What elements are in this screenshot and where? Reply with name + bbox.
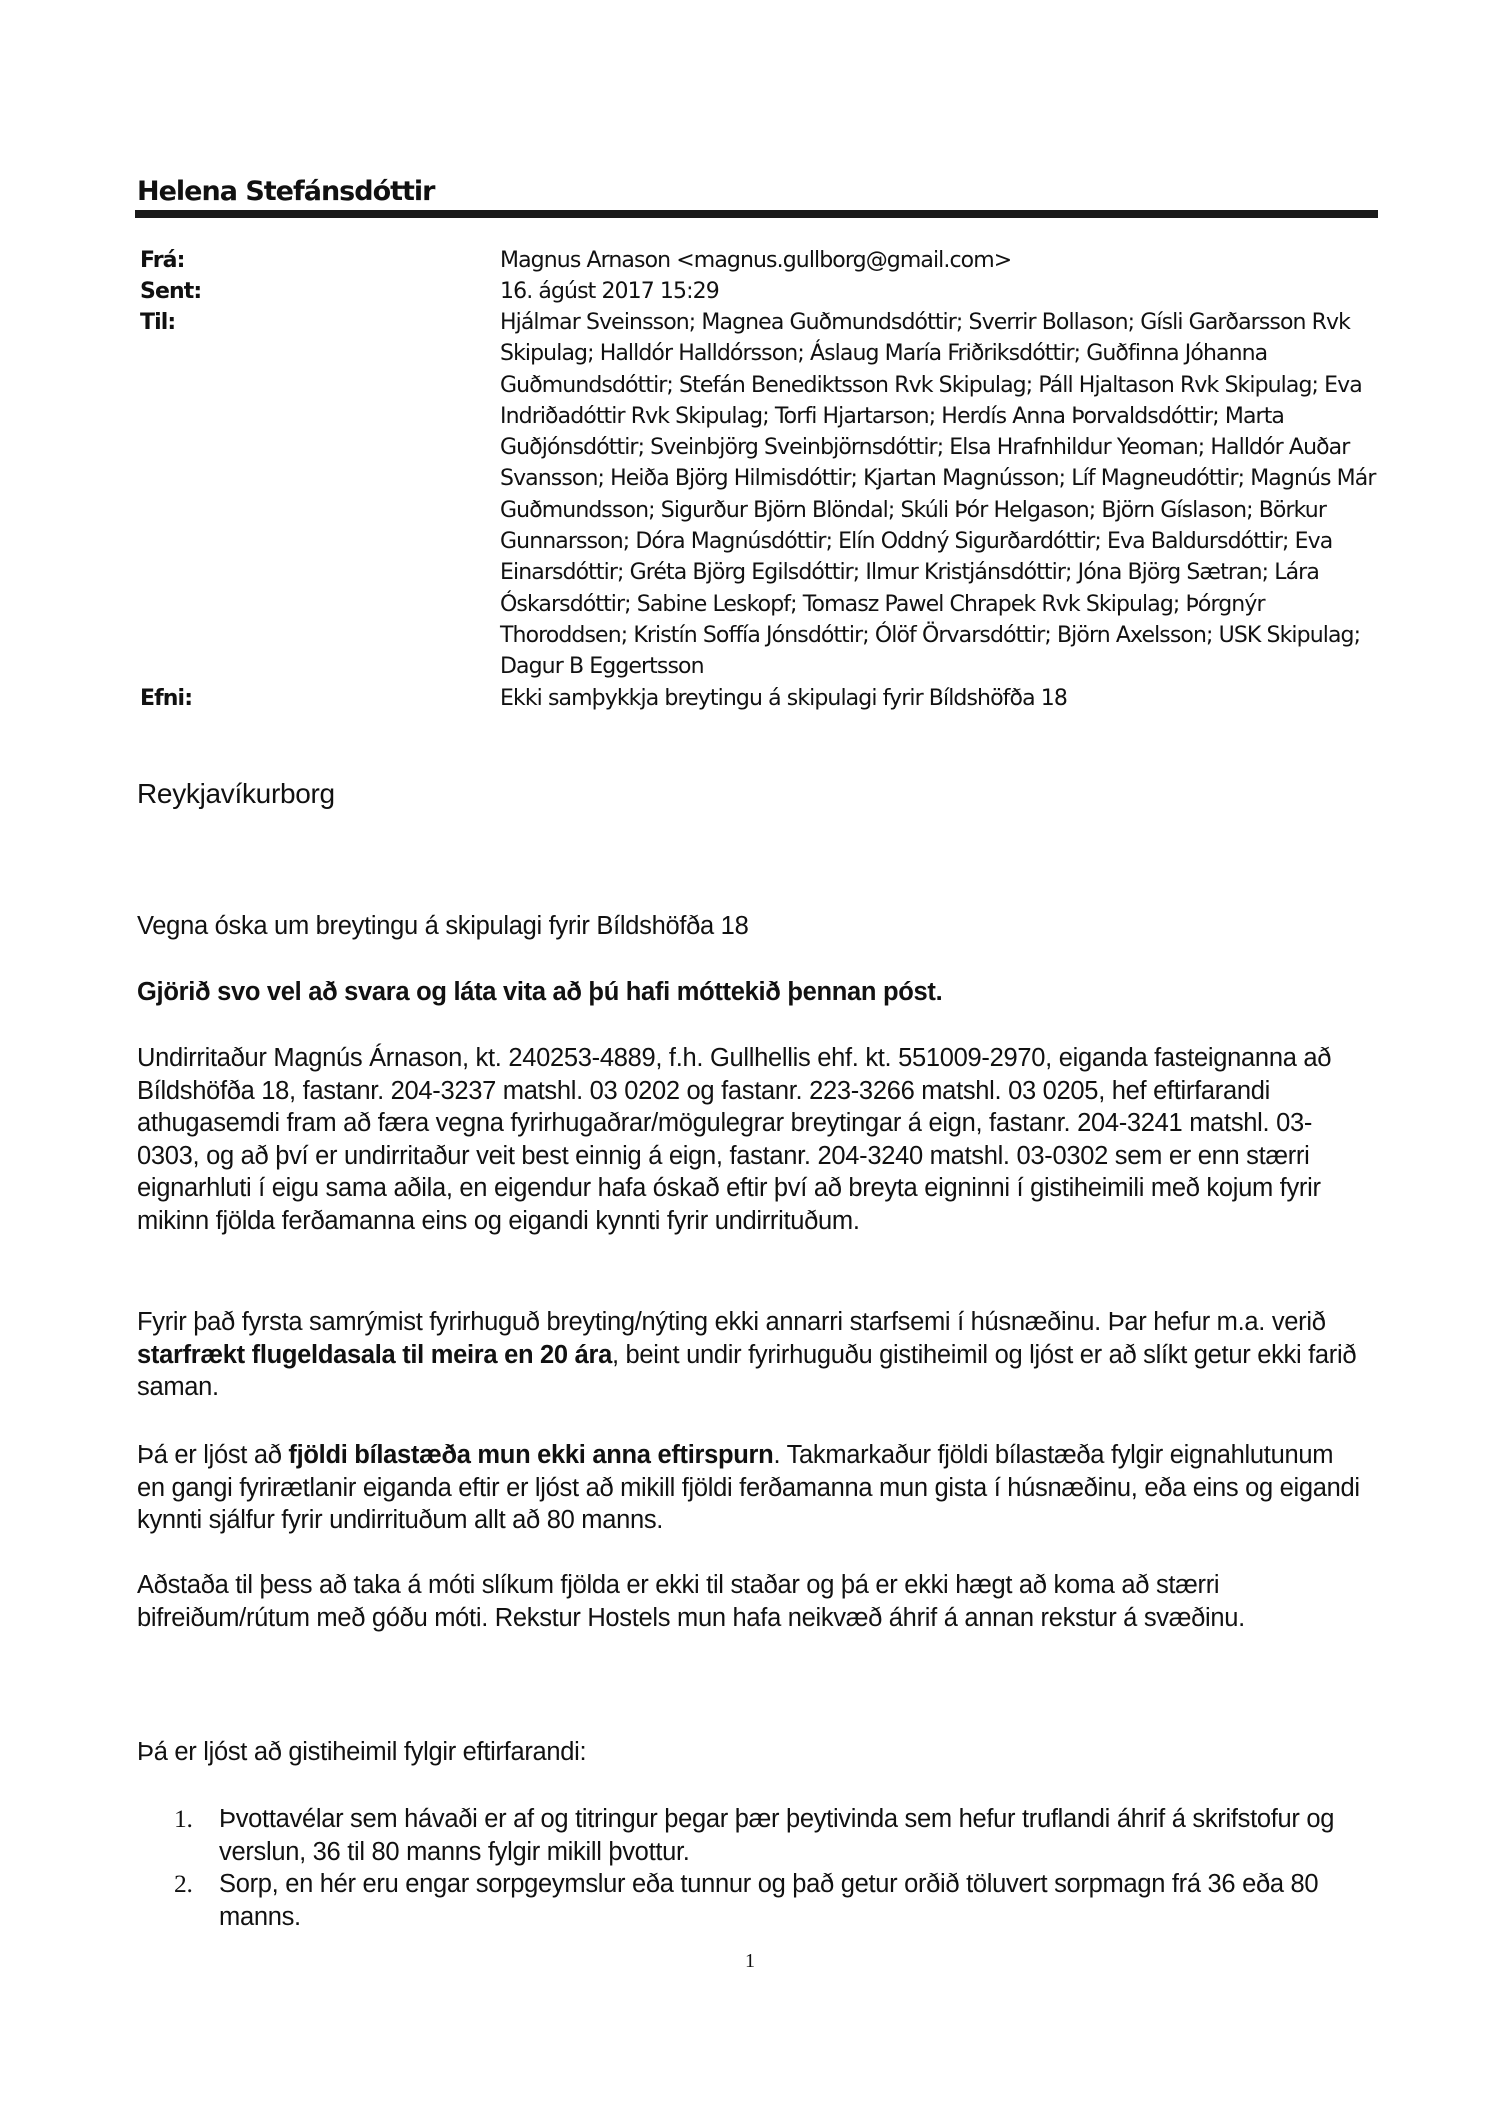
from-value: Magnus Arnason <magnus.gullborg@gmail.com> [500, 248, 1012, 273]
list-number: 1. [174, 1804, 193, 1833]
list-number: 2. [174, 1869, 193, 1898]
p2-emphasis: starfrækt flugeldasala til meira en 20 ára [137, 1340, 612, 1369]
subject-value: Ekki samþykkja breytingu á skipulagi fyrir Bíldshöfða 18 [500, 686, 1067, 711]
list-item-text: Þvottavélar sem hávaði er af og titringur þegar þær þeytivinda sem hefur truflandi áhrif á skrifstofur og verslun, 36 til 80 manns fylgir mikill þvottur. [219, 1805, 1335, 1866]
paragraph-2 [137, 1306, 1362, 1404]
list-item-text: Sorp, en hér eru engar sorpgeymslur eða tunnur og það getur orðið töluvert sorpmagn frá 36 eða 80 manns. [219, 1870, 1319, 1931]
paragraph-4: Aðstaða til þess að taka á móti slíkum fjölda er ekki til staðar og þá er ekki hægt að koma að stærri bifreiðum/rútum með góðu móti. Rekstur Hostels mun hafa neikvæð áhrif á annan rekstur á svæðinu. [137, 1571, 1245, 1632]
p3-text: Þá er ljóst að [137, 1441, 289, 1469]
list-item [137, 1803, 1362, 1868]
sent-label: Sent: [140, 279, 202, 304]
paragraph-1: Undirritaður Magnús Árnason, kt. 240253-4889, f.h. Gullhellis ehf. kt. 551009-2970, eiganda fasteignanna að Bíldshöfða 18, fastanr. 204-3237 matshl. 03 0202 og fastanr. 223-3266 matshl. 03 0205, hef eftirfarandi athugasemdi fram að færa vegna fyrirhugaðrar/mögulegrar breytingar á eign, fastanr. 204-3241 matshl. 03-0303, og að því er undirritaður veit best einnig á eign, fastanr. 204-3240 matshl. 03-0302 sem er enn stærri eignarhluti í eigu sama aðila, en eigendur hafa óskað eftir því að breyta eigninni í gistiheimili með kojum fyrir mikinn fjölda ferðamanna eins og eigandi kynnti fyrir undirrituðum. [137, 1044, 1332, 1235]
greeting: Reykjavíkurborg [137, 778, 335, 809]
p2-text-end: , beint undir fyrirhuguðu gistiheimil og ljóst er að slíkt getur ekki farið saman. [137, 1340, 1357, 1401]
p3-text-end: . Takmarkaður fjöldi bílastæða fylgir eignahlutunum en gangi fyrirætlanir eiganda eftir er ljóst að mikill fjöldi ferðamanna mun gista í húsnæðinu, eða eins og eigandi kynnti sjálfur fyrir undirrituðum allt að 80 manns. [137, 1441, 1360, 1534]
subject-label: Efni: [140, 686, 193, 711]
from-label: Frá: [140, 248, 185, 273]
list-item [137, 1868, 1362, 1933]
header-divider [135, 210, 1378, 218]
consequences-list [137, 1803, 1362, 1933]
paragraph-5: Þá er ljóst að gistiheimil fylgir eftirfarandi: [137, 1738, 587, 1766]
document-owner-name: Helena Stefánsdóttir [137, 176, 435, 207]
to-label: Til: [140, 310, 176, 335]
p3-emphasis: fjöldi bílastæða mun ekki anna eftirspurn [288, 1441, 774, 1469]
paragraph-3 [137, 1439, 1362, 1537]
reply-request: Gjörið svo vel að svara og láta vita að þú hafi móttekið þennan póst. [137, 978, 943, 1006]
to-value: Hjálmar Sveinsson; Magnea Guðmundsdóttir; Sverrir Bollason; Gísli Garðarsson Rvk Skipulag; Halldór Halldórsson; Áslaug María Friðriksdóttir; Guðfinna Jóhanna Guðmundsdóttir; Stefán Benediktsson Rvk Skipulag; Páll Hjaltason Rvk Skipulag; Eva Indriðadóttir Rvk Skipulag; Torfi Hjartarson; Herdís Anna Þorvaldsdóttir; Marta Guðjónsdóttir; Sveinbjörg Sveinbjörnsdóttir; Elsa Hrafnhildur Yeoman; Halldór Auðar Svansson; Heiða Björg Hilmisdóttir; Kjartan Magnússon; Líf Magneudóttir; Magnús Már Guðmundsson; Sigurður Björn Blöndal; Skúli Þór Helgason; Björn Gíslason; Börkur Gunnarsson; Dóra Magnúsdóttir; Elín Oddný Sigurðardóttir; Eva Baldursdóttir; Eva Einarsdóttir; Gréta Björg Egilsdóttir; Ilmur Kristjánsdóttir; Jóna Björg Sætran; Lára Óskarsdóttir; Sabine Leskopf; Tomasz Pawel Chrapek Rvk Skipulag; Þórgnýr Thoroddsen; Kristín Soffía Jónsdóttir; Ólöf Örvarsdóttir; Björn Axelsson; USK Skipulag; Dagur B Eggertsson [500, 310, 1376, 680]
sent-value: 16. ágúst 2017 15:29 [500, 279, 719, 304]
p2-text: Fyrir það fyrsta samrýmist fyrirhuguð breyting/nýting ekki annarri starfsemi í húsnæðinu. Þar hefur m.a. verið [137, 1308, 1326, 1336]
page-number: 1 [745, 1950, 755, 1972]
regarding-line: Vegna óska um breytingu á skipulagi fyrir Bíldshöfða 18 [137, 912, 749, 940]
